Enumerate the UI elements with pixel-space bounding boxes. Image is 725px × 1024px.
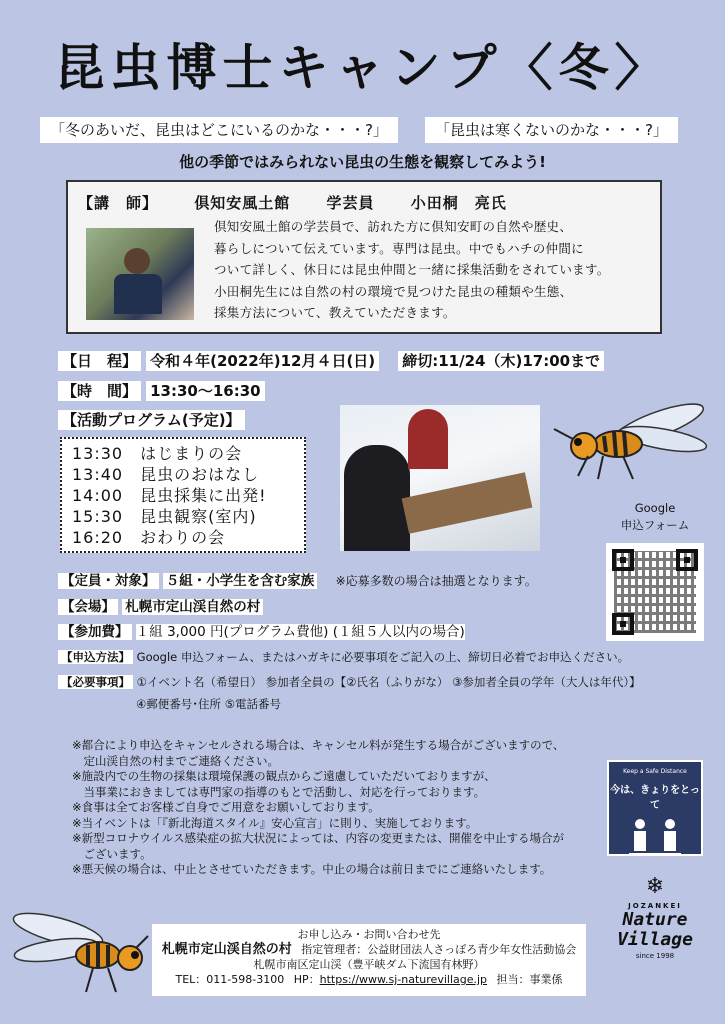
lecturer-heading xyxy=(78,192,537,213)
contact-hp-label: HP： xyxy=(293,973,320,986)
hornet-illustration-right xyxy=(548,384,708,484)
requirements-row-2: ④郵便番号･住所 ⑤電話番号 xyxy=(136,697,282,711)
note-line: ※新型コロナウイルス感染症の拡大状況によっては、内容の変更または、開催を中止する場合が xyxy=(72,831,564,845)
fee-label: 【参加費】 xyxy=(58,624,132,640)
lecturer-label: 【講 師】 xyxy=(78,194,159,212)
program-list xyxy=(60,437,306,553)
contact-address: 札幌市南区定山渓（豊平峡ダム下流国有林野） xyxy=(253,958,485,971)
requirements-row xyxy=(58,673,641,691)
google-caption-line2: 申込フォーム xyxy=(620,518,690,532)
contact-heading: お申し込み・お問い合わせ先 xyxy=(297,928,441,941)
program-item: 14:00 昆虫採集に出発! xyxy=(72,486,267,505)
question-bubble-2: 「昆虫は寒くないのかな・・・?」 xyxy=(425,117,678,143)
note-line: ※都合により申込をキャンセルされる場合は、キャンセル料が発生する場合がございますので、 xyxy=(72,738,565,752)
program-item: 13:40 昆虫のおはなし xyxy=(72,465,260,484)
time-value: 13:30～16:30 xyxy=(146,381,265,401)
date-label: 【日 程】 xyxy=(58,351,141,371)
subtitle: 他の季節ではみられない昆虫の生態を観察してみよう! xyxy=(179,153,546,171)
lecturer-line: 小田桐先生には自然の村の環境で見つけた昆虫の種類や生態、 xyxy=(214,283,573,299)
lecturer-photo xyxy=(86,228,194,320)
google-caption-line1: Google xyxy=(634,501,676,515)
fee-value: １組 3,000 円(プログラム費他) (１組５人以内の場合) xyxy=(135,624,465,640)
apply-label: 【申込方法】 xyxy=(58,650,133,664)
logo-line2: Village xyxy=(617,929,693,950)
social-distance-badge xyxy=(607,760,703,856)
requirements-value-1: ①イベント名（希望日） 参加者全員の【②氏名（ふりがな） ③参加者全員の学年（大人は年代）】 xyxy=(136,675,641,689)
venue-row xyxy=(58,598,263,616)
time-row xyxy=(58,381,265,401)
requirements-label: 【必要事項】 xyxy=(58,675,133,689)
deadline: 締切:11/24（木)17:00まで xyxy=(398,351,604,371)
logo-since: since 1998 xyxy=(635,952,675,960)
lecturer-box xyxy=(66,180,662,334)
lecturer-line: ついて詳しく、休日には昆虫仲間と一緒に採集活動をされています。 xyxy=(214,262,610,277)
program-label: 【活動プログラム(予定)】 xyxy=(58,410,245,430)
lecturer-name: 小田桐 亮氏 xyxy=(410,194,507,212)
lecturer-line: 採集方法について、教えていただきます。 xyxy=(214,305,456,320)
date-value: 令和４年(2022年)12月４日(日) xyxy=(146,351,379,371)
program-item: 13:30 はじまりの会 xyxy=(72,444,243,463)
fee-row xyxy=(58,623,465,641)
capacity-value: ５組・小学生を含む家族 xyxy=(163,573,318,589)
snowflake-icon: ❄ xyxy=(645,874,665,899)
program-heading-row xyxy=(58,410,245,430)
logo-brand: JOZANKEI xyxy=(628,902,682,910)
note-line: ※悪天候の場合は、中止とさせていただきます。中止の場合は前日までにご連絡いたします。 xyxy=(72,862,552,876)
note-line: ※食事は全てお客様ご自身でご用意をお願いしております。 xyxy=(72,800,380,814)
page-title: 昆虫博士キャンプ〈冬〉 xyxy=(54,39,671,97)
contact-org: 札幌市定山渓自然の村 xyxy=(161,942,292,957)
note-line: ※施設内での生物の採集は環境保護の観点からご遠慮していただいておりますが、 xyxy=(72,769,496,783)
lecturer-description xyxy=(214,216,654,324)
lecturer-line: 倶知安風土館の学芸員で、訪れた方に倶知安町の自然や歴史、 xyxy=(214,219,573,234)
contact-website-link[interactable]: https://www.sj-naturevillage.jp xyxy=(319,973,488,986)
note-line: 当事業におきましては専門家の指導のもとで活動し、対応を行っております。 xyxy=(72,784,486,799)
lecturer-line: 暮らしについて伝えています。専門は昆虫。中でもハチの仲間に xyxy=(214,240,584,256)
note-line: 定山渓自然の村までご連絡ください。 xyxy=(72,753,279,768)
hornet-illustration-left xyxy=(8,900,153,1000)
note-line: ※当イベントは「『新北海道スタイル』安心宣言」に則り、実施しております。 xyxy=(72,815,478,830)
logo-line1: Nature xyxy=(622,909,688,930)
program-item: 16:20 おわりの会 xyxy=(72,528,226,547)
note-line: ございます。 xyxy=(72,846,152,861)
distance-people-icon xyxy=(625,817,685,857)
notes-list xyxy=(72,738,592,878)
contact-manager: 指定管理者：公益財団法人さっぽろ青少年女性活動協会 xyxy=(301,943,577,956)
capacity-row xyxy=(58,572,537,590)
lecturer-org: 倶知安風土館 xyxy=(194,194,291,212)
question-bubble-1: 「冬のあいだ、昆虫はどこにいるのかな・・・?」 xyxy=(40,117,398,143)
snow-activity-photo xyxy=(340,405,540,551)
capacity-note: ※応募多数の場合は抽選となります。 xyxy=(335,574,537,588)
nature-village-logo xyxy=(606,876,704,960)
capacity-label: 【定員・対象】 xyxy=(58,573,159,589)
lecturer-role: 学芸員 xyxy=(326,194,375,212)
badge-top-text: Keep a Safe Distance xyxy=(623,768,687,775)
program-item: 15:30 昆虫観察(室内) xyxy=(72,507,257,526)
google-form-qr-code[interactable] xyxy=(606,543,704,641)
venue-label: 【会場】 xyxy=(58,599,118,615)
apply-value: Google 申込フォーム、またはハガキに必要事項をご記入の上、締切日必着でお申込ください。 xyxy=(136,650,630,664)
apply-row xyxy=(58,648,629,666)
contact-staff: 担当：事業係 xyxy=(496,973,563,986)
contact-tel: TEL：011-598-3100 xyxy=(175,973,285,986)
time-label: 【時 間】 xyxy=(58,381,141,401)
google-form-caption xyxy=(606,500,704,534)
badge-main-text: 今は、きょりをとって xyxy=(610,785,700,811)
contact-box xyxy=(152,924,586,996)
venue-value: 札幌市定山渓自然の村 xyxy=(122,599,263,615)
date-row xyxy=(58,351,604,371)
